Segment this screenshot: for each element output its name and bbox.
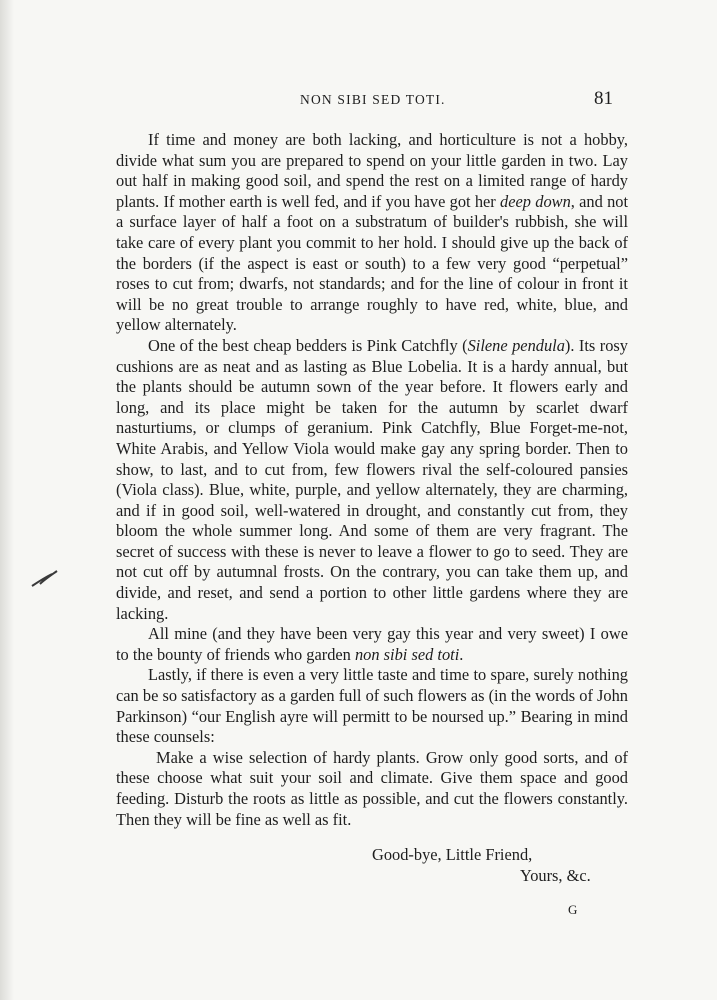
paragraph-5: Make a wise selection of hardy plants. Grow only good sorts, and of these choose what suit your soil and climate. Give them space and good feeding. Disturb the roots as little as possible, and cut the flowers constantly. Then they will be fine as well as fit. — [116, 747, 628, 829]
paragraph-2 — [116, 336, 628, 624]
margin-ink-mark — [30, 568, 60, 590]
paragraph-1-italic: deep down — [500, 191, 571, 211]
signature-mark: G — [568, 902, 579, 917]
closing-signoff: Yours, &c. — [520, 866, 591, 885]
body-text — [116, 130, 628, 830]
page-number: 81 — [594, 88, 613, 109]
paragraph-3-italic: non sibi sed toti — [354, 644, 460, 664]
paragraph-3-end: . — [459, 644, 464, 664]
paragraph-1-rest: , and not a surface layer of half a foot on a substratum of builder's rubbish, she will take care of every plant you commit to her hold. I should give up the back of the borders (if the aspect is east or south) to a few very good “perpetual” roses to cut from; dwarfs, not standards; and for the line of colour in front it will be no great trouble to arrange roughly to have red, white, blue, and yellow alternately. — [116, 191, 629, 335]
page-edge-shadow — [0, 0, 14, 1000]
running-title: NON SIBI SED TOTI. — [300, 92, 446, 107]
paragraph-2-text: One of the best cheap bedders is Pink Catchfly ( — [148, 335, 468, 355]
paragraph-4: Lastly, if there is even a very little taste and time to spare, surely nothing can be so satisfactory as a garden full of such flowers as (in the words of John Parkinson) “our English ayre will permitt to be noursed up.” Bearing in mind these counsels: — [116, 665, 628, 747]
paragraph-2-rest: ). Its rosy cushions are as neat and as lasting as Blue Lobelia. It is a hardy annual, but the plants should be autumn sown of the year before. It flowers early and long, and its place might be taken for the autumn by scarlet dwarf nasturtiums, or clumps of geranium. Pink Catchfly, Blue Forget-me-not, White Arabis, and Yellow Viola would make gay any spring border. Then to show, to last, and to cut from, few flowers rival the self-coloured pansies (Viola class). Blue, white, purple, and yellow alternately, they are charming, and if in good soil, well-watered in drought, and constantly cut from, they bloom the whole summer long. And some of them are very fragrant. The secret of success with these is never to leave a flower to go to seed. They are not cut off by autumnal frosts. On the contrary, you can take them up, and divide, and reset, and send a portion to other little gardens where they are lacking. — [116, 335, 628, 623]
paragraph-3-text: All mine (and they have been very gay this year and very sweet) I owe to the bounty of friends who garden — [116, 624, 628, 664]
paragraph-3 — [116, 624, 628, 665]
running-head — [0, 88, 717, 116]
paragraph-2-italic: Silene pendula — [467, 335, 565, 355]
paragraph-1 — [116, 130, 628, 336]
paragraph-1-text: If time and money are both lacking, and horticulture is not a hobby, divide what sum you are prepared to spend on your little garden in two. Lay out half in making good soil, and spend the rest on a limited range of hardy plants. If mother earth is well fed, and if you have got her — [116, 130, 628, 211]
closing-salutation: Good-bye, Little Friend, — [372, 845, 533, 864]
